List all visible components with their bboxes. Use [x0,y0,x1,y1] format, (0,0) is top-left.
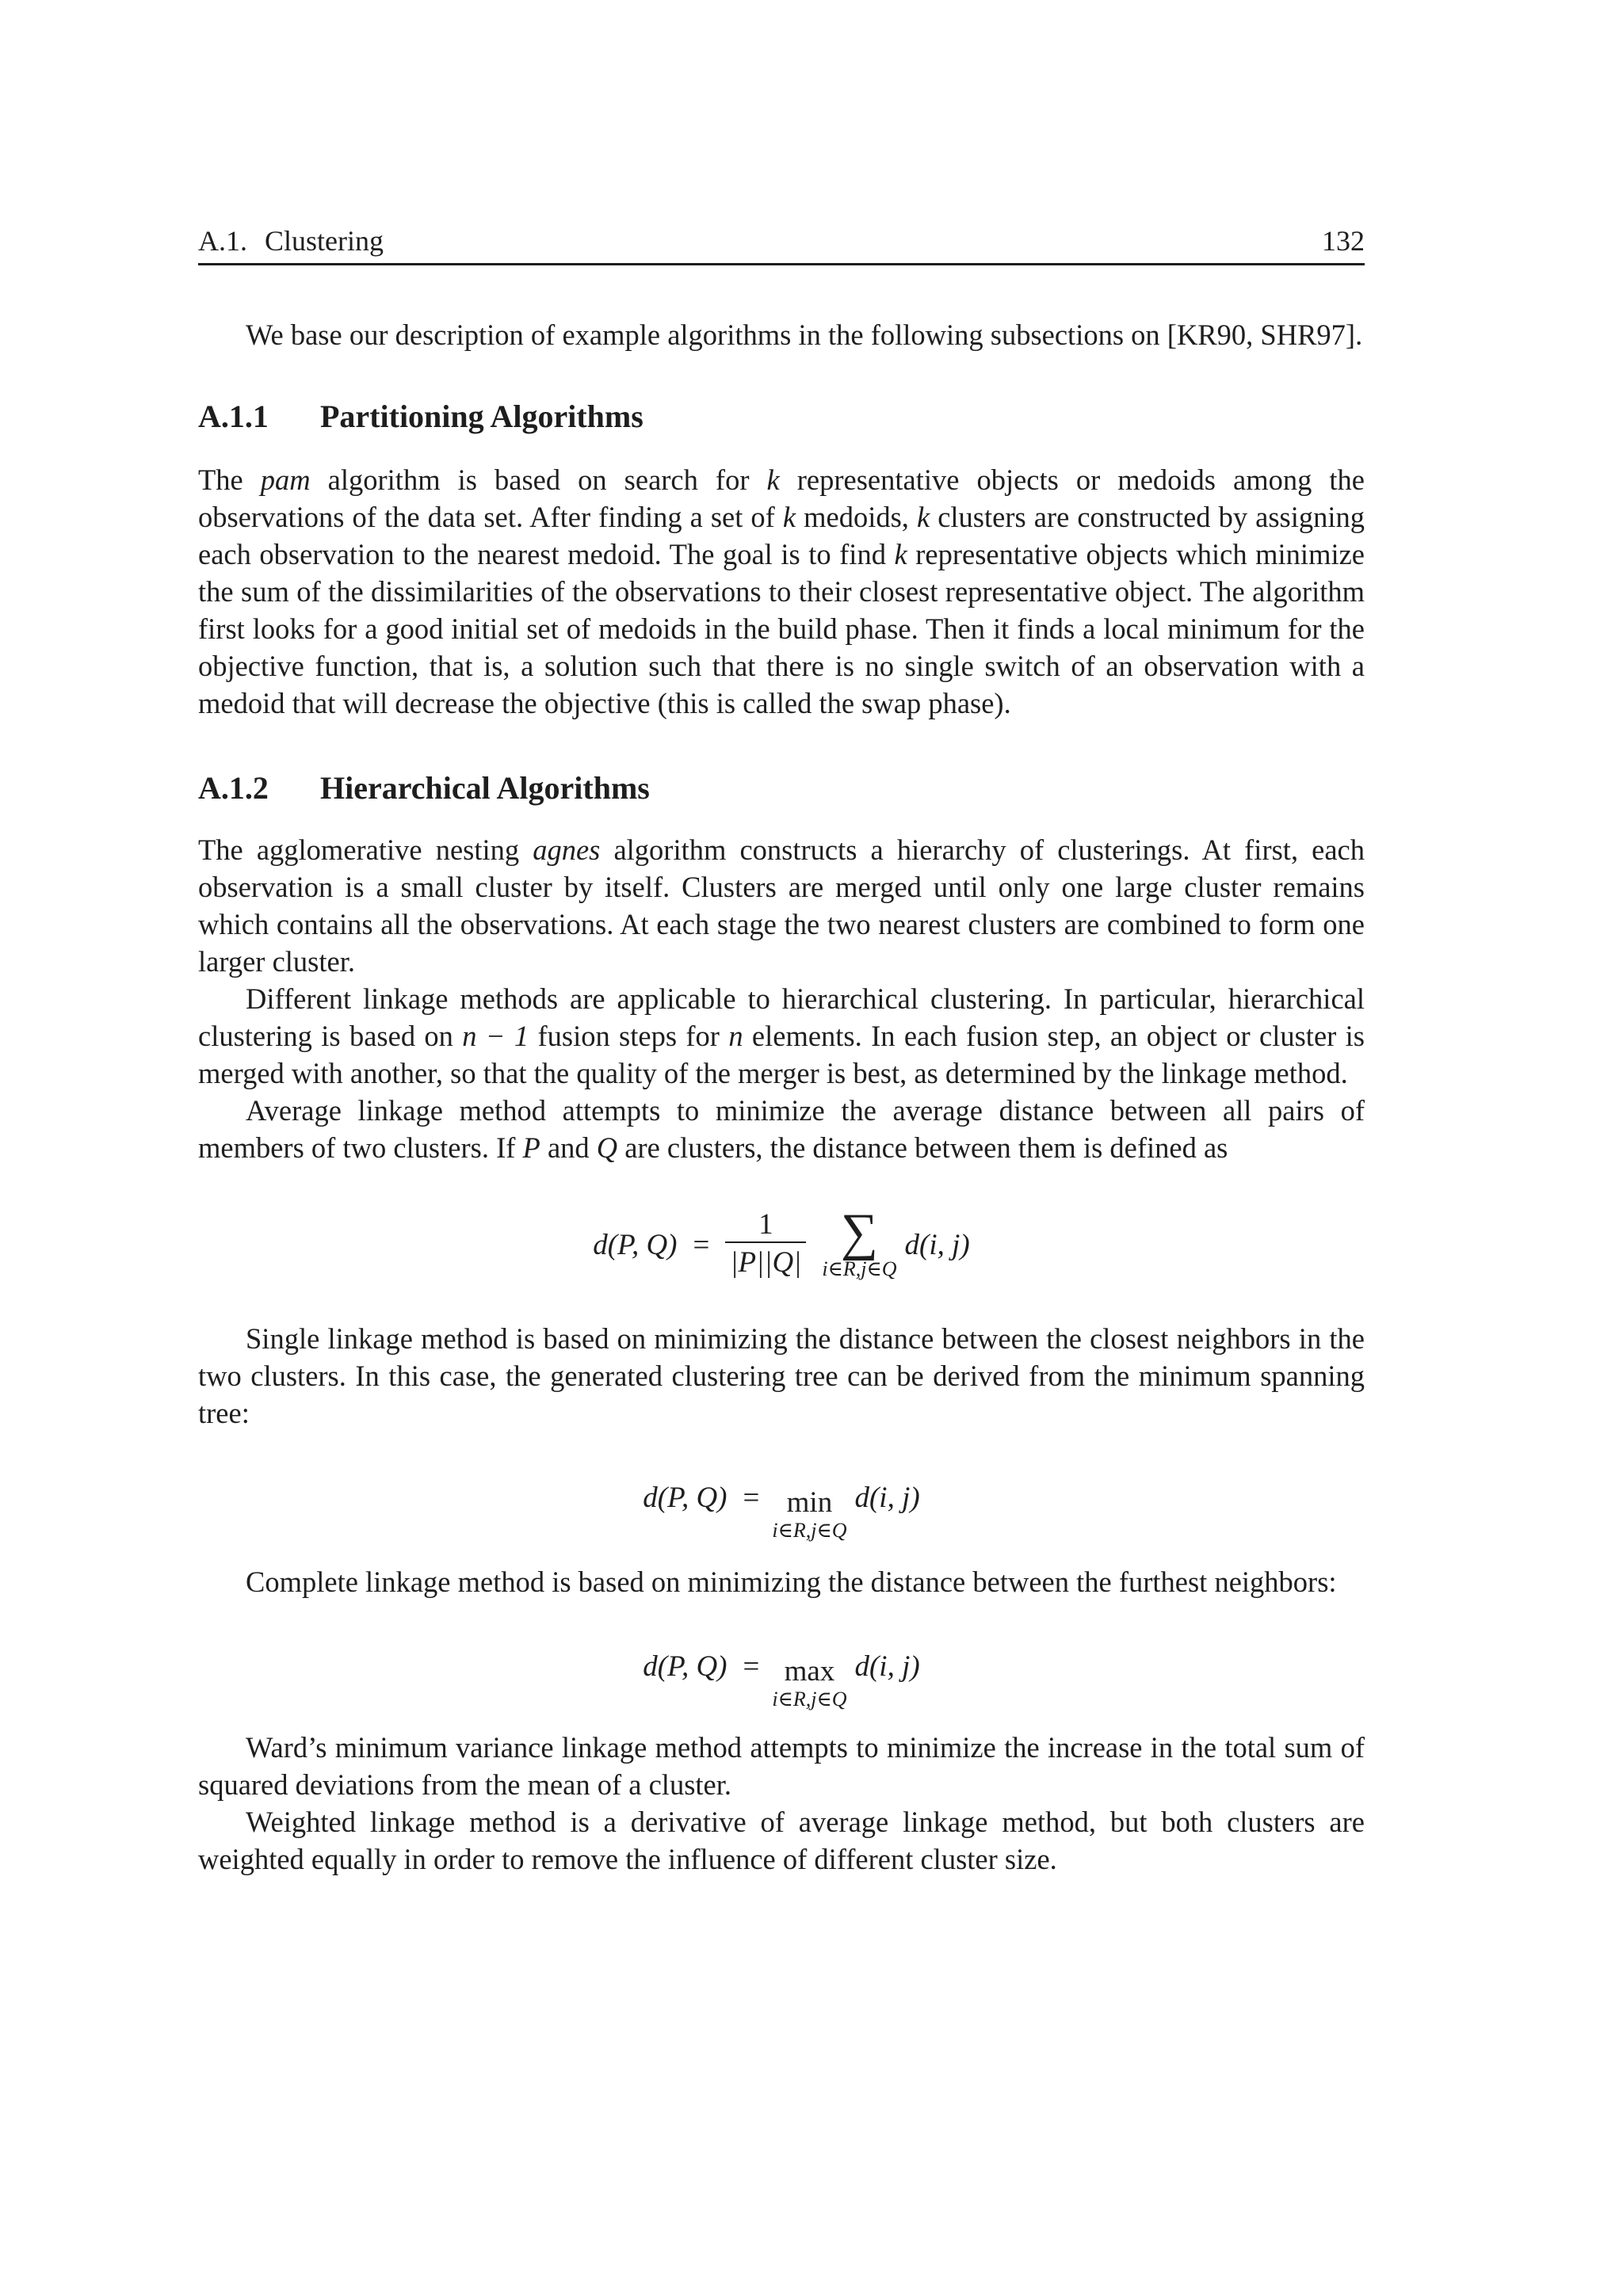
summation-symbol: ∑ [840,1203,878,1261]
running-head [198,223,1365,265]
term-agnes: agnes [533,833,601,866]
math-Q: Q [596,1131,618,1164]
text-run: The [198,463,261,496]
intro-paragraph: We base our description of example algorithms in the following subsections on [KR90, SHR97]. [246,318,1363,351]
equation-rhs: d(i, j) [904,1228,970,1261]
equation-lhs: d(P, Q) [643,1481,727,1514]
page [198,223,1365,1878]
section-number: A.1.2 [198,770,269,806]
equation-rhs: d(i, j) [854,1481,920,1514]
equals-sign: = [743,1650,760,1683]
text-run: Different linkage methods are applicable to hierarchical clustering. In particular, hierarchical clustering is based on [198,982,1365,1052]
operator-name: max [784,1655,835,1688]
equation-complete-linkage [198,1632,1365,1711]
section-heading-partitioning [198,398,1365,436]
equation-single-linkage [198,1463,1365,1542]
hierarchical-paragraph-4: Single linkage method is based on minimizing the distance between the closest neighbors in the two clusters. In this case, the generated clustering tree can be derived from the minimum spanning tree: [198,1322,1365,1429]
section-number: A.1.1 [198,399,269,434]
summation-subscript: i∈R,j∈Q [822,1257,897,1280]
fraction [725,1208,806,1281]
text-run: fusion steps for [529,1020,729,1052]
text-run: clusters are constructed by assigning each observation to the nearest medoid. The goal is to find [198,501,1365,570]
text-run: The agglomerative nesting [198,833,533,866]
running-head-section-title: Clustering [265,225,384,257]
equation-rhs: d(i, j) [854,1650,920,1683]
math-k: k [782,501,796,533]
hierarchical-paragraph-3 [198,1092,1365,1166]
text-run: and [540,1131,597,1164]
text-run: representative objects which minimize the sum of the dissimilarities of the observations to their closest representative object. The algorithm first looks for a good initial set of medoids in the build phase. Then it finds a local minimum for the objective function, that is, a solution such that there is no single switch of an observation with a medoid that will decrease the objective (this is called the swap phase). [198,538,1365,719]
summation [822,1203,897,1281]
math-n-minus-1: n − 1 [462,1020,529,1052]
hierarchical-paragraph-5: Complete linkage method is based on minimizing the distance between the furthest neighbors: [246,1566,1337,1598]
text-run: Average linkage method attempts to minimize the average distance between all pairs of members of two clusters. If [198,1094,1365,1164]
hierarchical-paragraph-2 [198,980,1365,1092]
text-run: representative objects or medoids among the observations of the data set. After finding a set of [198,463,1365,533]
equals-sign: = [743,1481,760,1514]
running-head-section-number: A.1. [198,225,247,257]
equation-lhs: d(P, Q) [593,1228,678,1261]
text-run: elements. In each fusion step, an object or cluster is merged with another, so that the quality of the merger is best, as determined by the linkage method. [198,1020,1365,1089]
text-run: are clusters, the distance between them is defined as [617,1131,1228,1164]
text-run: medoids, [796,501,917,533]
math-n: n [728,1020,743,1052]
section-title: Hierarchical Algorithms [320,770,650,806]
hierarchical-paragraph-1 [198,831,1365,980]
math-P: P [522,1131,540,1164]
hierarchical-paragraph-7: Weighted linkage method is a derivative of average linkage method, but both clusters are weighted equally in order to remove the influence of different cluster size. [198,1806,1365,1875]
text-run: algorithm constructs a hierarchy of clusterings. At first, each observation is a small cluster by itself. Clusters are merged until only one large cluster remains which contains all the observations. At each stage the two nearest clusters are combined to form one larger cluster. [198,833,1365,978]
running-head-section [198,223,384,258]
math-k: k [916,501,930,533]
min-operator [772,1487,846,1543]
text-run: algorithm is based on search for [310,463,767,496]
fraction-numerator: 1 [758,1208,773,1241]
operator-subscript: i∈R,j∈Q [772,1688,847,1711]
equation-average-linkage [198,1198,1365,1291]
page-number: 132 [1322,225,1365,257]
math-k: k [894,538,907,570]
term-pam: pam [260,463,311,496]
operator-subscript: i∈R,j∈Q [772,1519,847,1542]
hierarchical-paragraph-6: Ward’s minimum variance linkage method attempts to minimize the increase in the total sum of squared deviations from the mean of a cluster. [198,1731,1365,1801]
section-title: Partitioning Algorithms [320,399,643,434]
max-operator [772,1656,846,1711]
fraction-denominator: |P||Q| [725,1241,806,1281]
operator-name: min [786,1486,833,1519]
equals-sign: = [693,1228,710,1261]
math-k: k [766,463,780,496]
partitioning-paragraph [198,461,1365,722]
equation-lhs: d(P, Q) [643,1650,727,1683]
section-heading-hierarchical [198,769,1365,807]
